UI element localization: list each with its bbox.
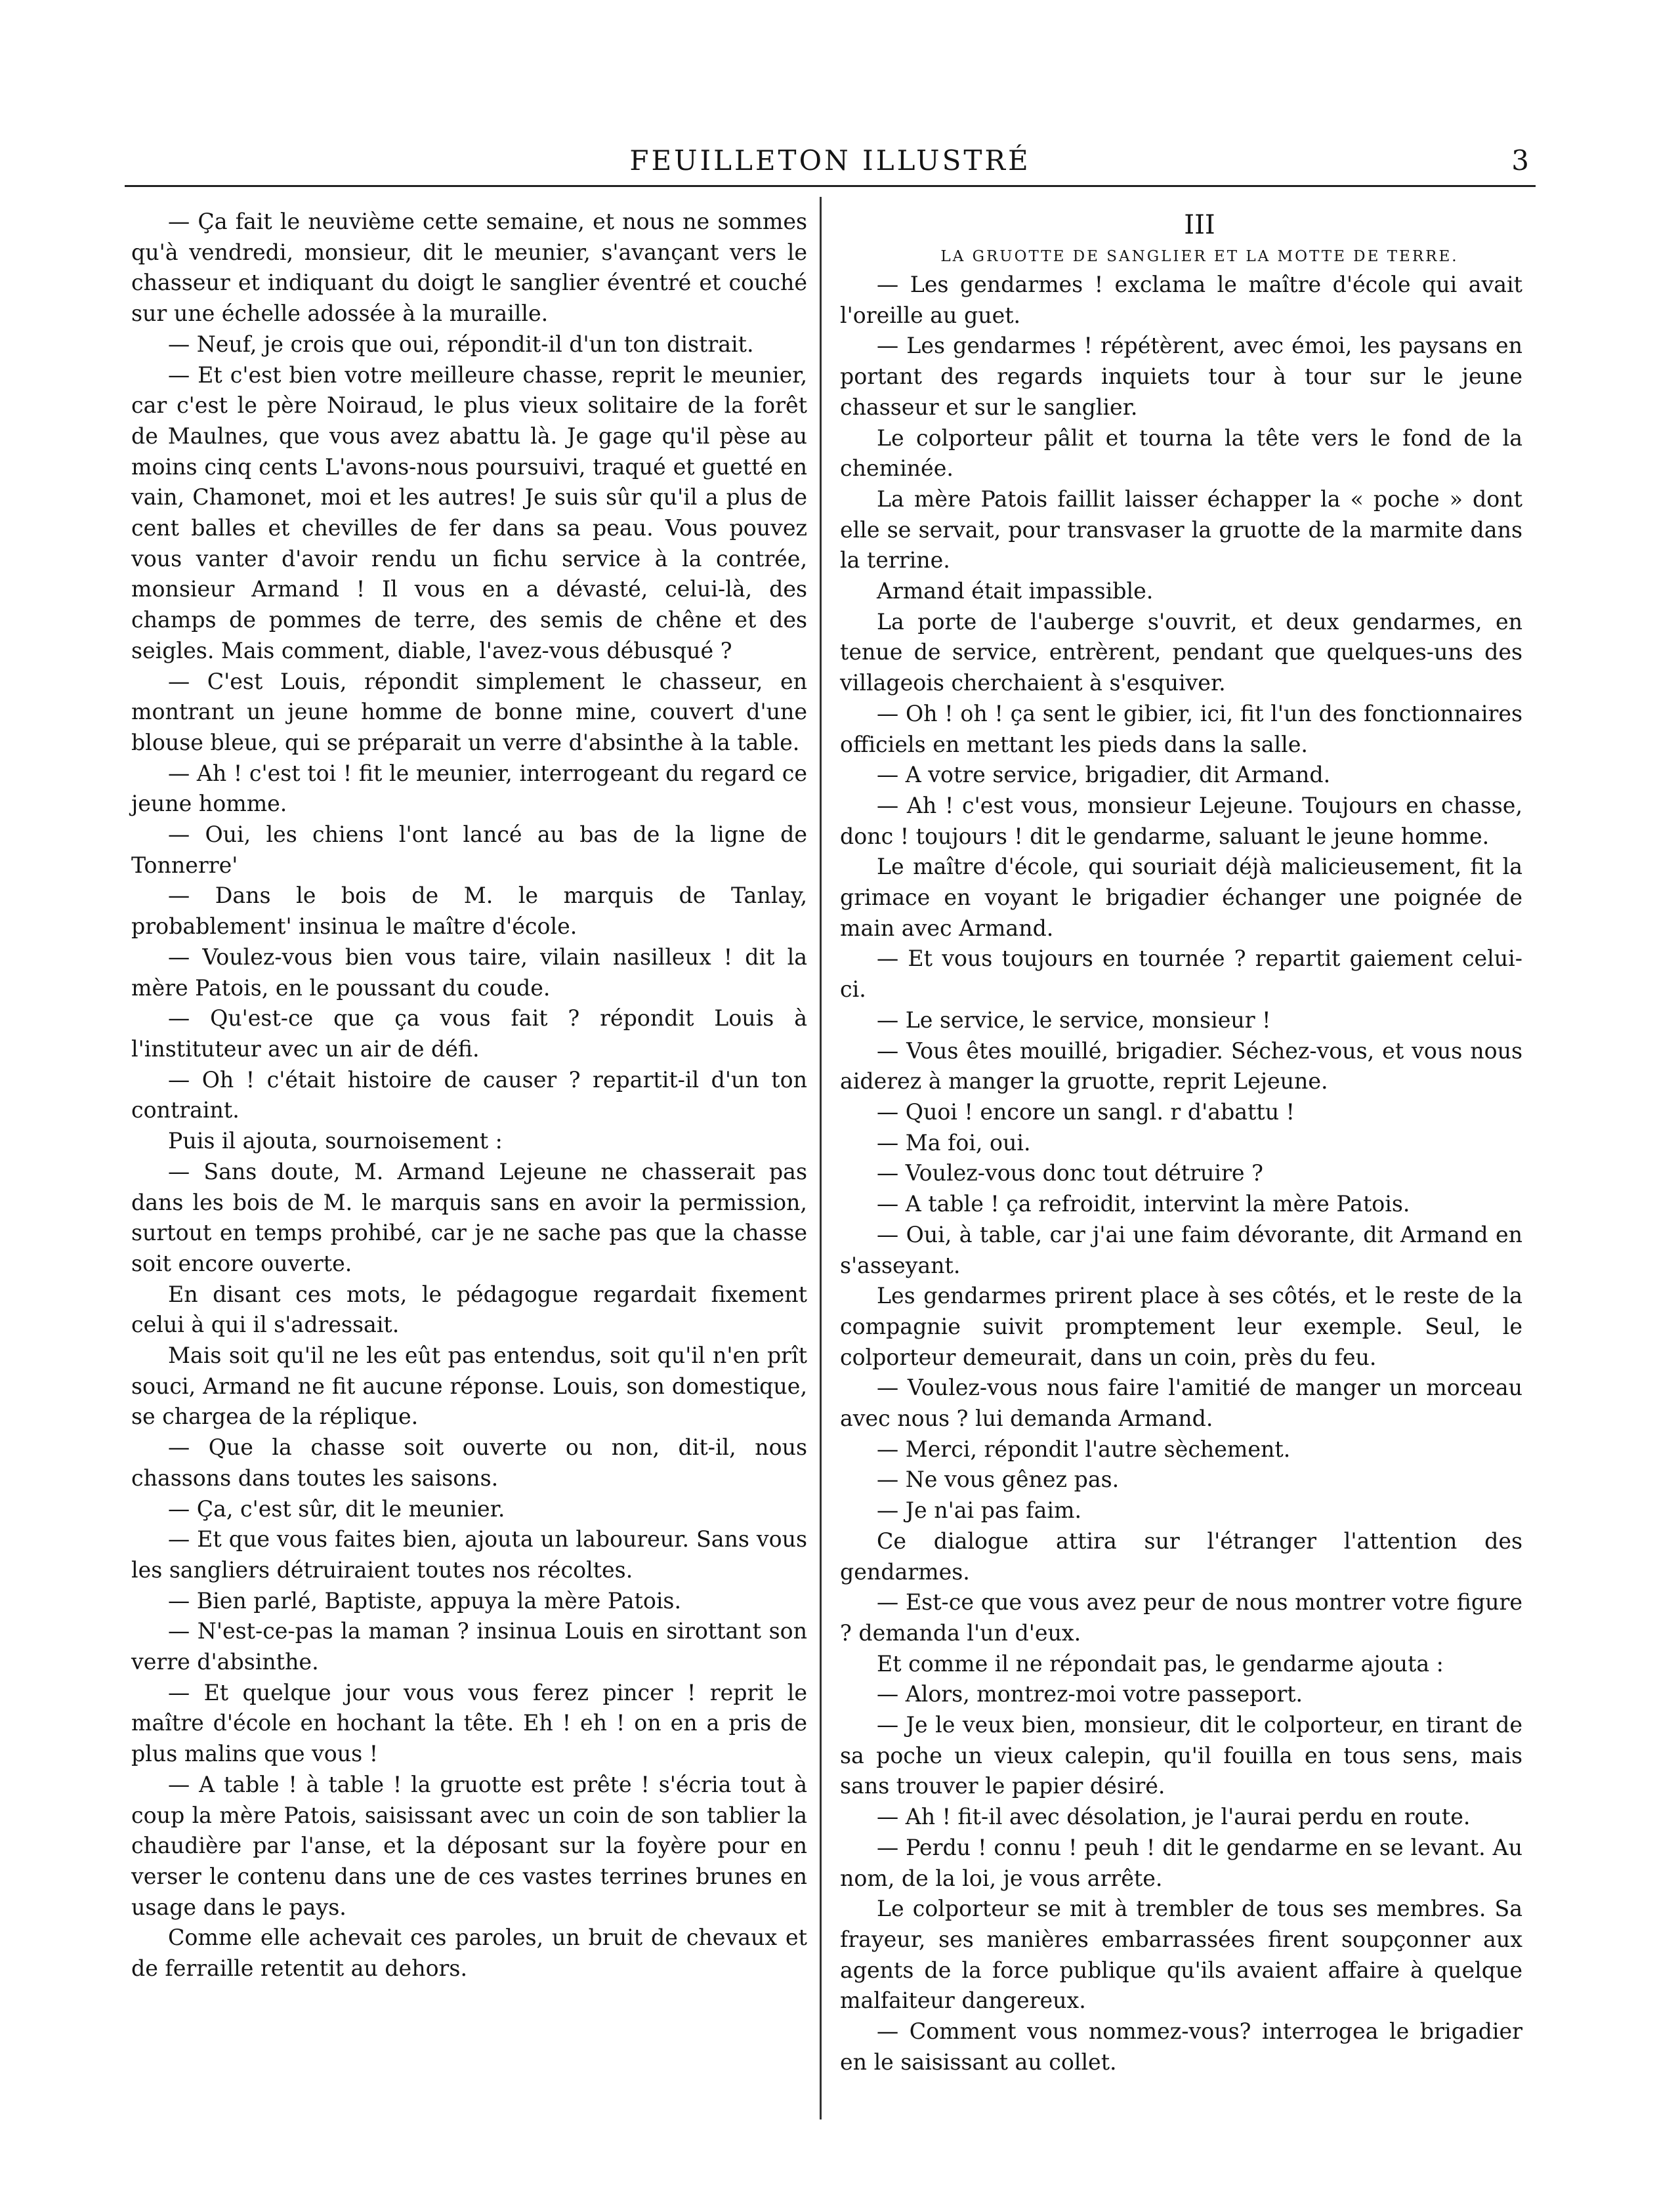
paragraph: La porte de l'auberge s'ouvrit, et deux gendarmes, en tenue de service, entrèrent, pendant que quelques-uns des villageois cherchaient à s'esquiver. (840, 608, 1522, 696)
paragraph: — Et quelque jour vous vous ferez pincer ! reprit le maître d'école en hochant la tête. Eh ! eh ! on en a pris de plus malins que vous ! (131, 1679, 807, 1767)
paragraph: — Ça, c'est sûr, dit le meunier. (168, 1495, 505, 1522)
paragraph: — A table ! à table ! la gruotte est prête ! s'écria tout à coup la mère Patois, saisissant avec un coin de son tablier la chaudière par l'anse, et la déposant sur la foyère pour en verser le contenu dans une de ces vastes terrines brunes en usage dans le pays. (131, 1771, 807, 1920)
paragraph: Mais soit qu'il ne les eût pas entendus, soit qu'il n'en prît souci, Armand ne fit aucune réponse. Louis, son domestique, se chargea de la réplique. (131, 1343, 807, 1430)
page-header (125, 131, 1536, 184)
paragraph: — Et que vous faites bien, ajouta un laboureur. Sans vous les sangliers détruiraient toutes nos récoltes. (131, 1526, 807, 1583)
paragraph: — Oui, les chiens l'ont lancé au bas de la ligne de Tonnerre' (131, 822, 807, 878)
paragraph: — Les gendarmes ! exclama le maître d'école qui avait l'oreille au guet. (840, 272, 1522, 328)
paragraph: — Voulez-vous nous faire l'amitié de manger un morceau avec nous ? lui demanda Armand. (840, 1375, 1522, 1432)
paragraph: — Ne vous gênez pas. (877, 1467, 1120, 1493)
right-column (840, 207, 1522, 2077)
paragraph: — Voulez-vous bien vous taire, vilain nasilleux ! dit la mère Patois, en le poussant du coude. (131, 944, 807, 1001)
paragraph: — A table ! ça refroidit, intervint la mère Patois. (877, 1191, 1410, 1217)
paragraph: — Ah ! c'est toi ! fit le meunier, interrogeant du regard ce jeune homme. (131, 760, 807, 817)
paragraph: — A votre service, brigadier, dit Armand. (877, 762, 1331, 788)
paragraph: — Que la chasse soit ouverte ou non, dit-il, nous chassons dans toutes les saisons. (131, 1434, 807, 1491)
paragraph: Comme elle achevait ces paroles, un bruit de chevaux et de ferraille retentit au dehors. (131, 1925, 807, 1982)
paragraph: La mère Patois faillit laisser échapper la « poche » dont elle se servait, pour transvaser la gruotte de la marmite dans la terrine. (840, 486, 1522, 574)
paragraph: Armand était impassible. (877, 578, 1154, 604)
paragraph: Les gendarmes prirent place à ses côtés, et le reste de la compagnie suivit promptement leur exemple. Seul, le colporteur demeurait, dans un coin, près du feu. (840, 1283, 1522, 1370)
paragraph: — Perdu ! connu ! peuh ! dit le gendarme en se levant. Au nom, de la loi, je vous arrête. (840, 1834, 1522, 1891)
paragraph: — Merci, répondit l'autre sèchement. (877, 1436, 1291, 1462)
paragraph: — Alors, montrez-moi votre passeport. (877, 1681, 1303, 1707)
paragraph: — Ah ! fit-il avec désolation, je l'aurai perdu en route. (877, 1804, 1471, 1830)
paragraph: Puis il ajouta, sournoisement : (168, 1128, 503, 1154)
running-head: FEUILLETON ILLUSTRÉ (629, 144, 1031, 177)
paragraph: — Ma foi, oui. (877, 1129, 1031, 1156)
header-rule (125, 185, 1536, 187)
paragraph: En disant ces mots, le pédagogue regardait fixement celui à qui il s'adressait. (131, 1281, 807, 1338)
paragraph: — Je le veux bien, monsieur, dit le colporteur, en tirant de sa poche un vieux calepin, qu'il fouilla en tous sens, mais sans trouver le papier désiré. (840, 1712, 1522, 1799)
paragraph: — Et c'est bien votre meilleure chasse, reprit le meunier, car c'est le père Noiraud, le plus vieux solitaire de la forêt de Maulnes, que vous avez abattu là. Je gage qu'il pèse au moins cinq cents L'avons-nous poursuivi, traqué et guetté en vain, Chamonet, moi et les autres! Je suis sûr qu'il a plus de cent balles et chevilles de fer dans sa peau. Vous pouvez vous vanter d'avoir rendu un fichu service à la contrée, monsieur Armand ! Il vous en a dévasté, celui-là, des champs de pommes de terre, des semis de chêne et des seigles. Mais comment, diable, l'avez-vous débusqué ? (131, 362, 807, 663)
paragraph: — Sans doute, M. Armand Lejeune ne chasserait pas dans les bois de M. le marquis sans en avoir la permission, surtout en temps prohibé, car je ne sache pas que la chasse soit encore ouverte. (131, 1158, 807, 1276)
paragraph: Et comme il ne répondait pas, le gendarme ajouta : (877, 1650, 1444, 1677)
paragraph: — Voulez-vous donc tout détruire ? (877, 1160, 1263, 1186)
paragraph: — Qu'est-ce que ça vous fait ? répondit Louis à l'instituteur avec un air de défi. (131, 1005, 807, 1062)
paragraph: — Et vous toujours en tournée ? repartit gaiement celui-ci. (840, 946, 1522, 1003)
paragraph: — Les gendarmes ! répétèrent, avec émoi, les paysans en portant des regards inquiets tour à tour sur le jeune chasseur et sur le sanglier. (840, 333, 1522, 420)
paragraph: — Je n'ai pas faim. (877, 1497, 1081, 1524)
paragraph: — Neuf, je crois que oui, répondit-il d'un ton distrait. (168, 331, 754, 357)
left-column (131, 207, 807, 1984)
paragraph: — Quoi ! encore un sangl. r d'abattu ! (877, 1098, 1295, 1125)
paragraph: — Ah ! c'est vous, monsieur Lejeune. Toujours en chasse, donc ! toujours ! dit le gendarme, saluant le jeune homme. (840, 792, 1522, 849)
paragraph: — Oui, à table, car j'ai une faim dévorante, dit Armand en s'asseyant. (840, 1221, 1522, 1278)
paragraph: Le maître d'école, qui souriait déjà malicieusement, fit la grimace en voyant le brigadier échanger une poignée de main avec Armand. (840, 854, 1522, 941)
paragraph: — Oh ! oh ! ça sent le gibier, ici, fit l'un des fonctionnaires officiels en mettant les pieds dans la salle. (840, 700, 1522, 757)
paragraph: — Ça fait le neuvième cette semaine, et nous ne sommes qu'à vendredi, monsieur, dit le meunier, s'avançant vers le chasseur et indiquant du doigt le sanglier éventré et couché sur une échelle adossée à la muraille. (131, 209, 807, 327)
paragraph: — C'est Louis, répondit simplement le chasseur, en montrant un jeune homme de bonne mine, couvert d'une blouse bleue, qui se préparait un verre d'absinthe à la table. (131, 668, 807, 755)
paragraph: — Le service, le service, monsieur ! (877, 1007, 1271, 1033)
column-divider (820, 197, 822, 2119)
paragraph: Le colporteur se mit à trembler de tous ses membres. Sa frayeur, ses manières embarrassées firent soupçonner aux agents de la force publique qu'ils avaient affaire à quelque malfaiteur dangereux. (840, 1896, 1522, 2014)
paragraph: Ce dialogue attira sur l'étranger l'attention des gendarmes. (840, 1528, 1522, 1585)
paragraph: — N'est-ce-pas la maman ? insinua Louis en sirottant son verre d'absinthe. (131, 1618, 807, 1675)
paragraph: — Comment vous nommez-vous? interrogea le brigadier en le saisissant au collet. (840, 2018, 1522, 2075)
paragraph: — Oh ! c'était histoire de causer ? repartit-il d'un ton contraint. (131, 1066, 807, 1123)
paragraph: — Vous êtes mouillé, brigadier. Séchez-vous, et vous nous aiderez à manger la gruotte, reprit Lejeune. (840, 1037, 1522, 1095)
paragraph: — Est-ce que vous avez peur de nous montrer votre figure ? demanda l'un d'eux. (840, 1589, 1522, 1646)
paragraph: Le colporteur pâlit et tourna la tête vers le fond de la cheminée. (840, 425, 1522, 482)
page-number: 3 (1511, 144, 1529, 177)
chapter-title: LA GRUOTTE DE SANGLIER ET LA MOTTE DE TERRE. (940, 248, 1459, 265)
paragraph: — Dans le bois de M. le marquis de Tanlay, probablement' insinua le maître d'école. (131, 883, 807, 940)
paragraph: — Bien parlé, Baptiste, appuya la mère Patois. (168, 1587, 682, 1614)
chapter-number: III (1184, 210, 1215, 240)
